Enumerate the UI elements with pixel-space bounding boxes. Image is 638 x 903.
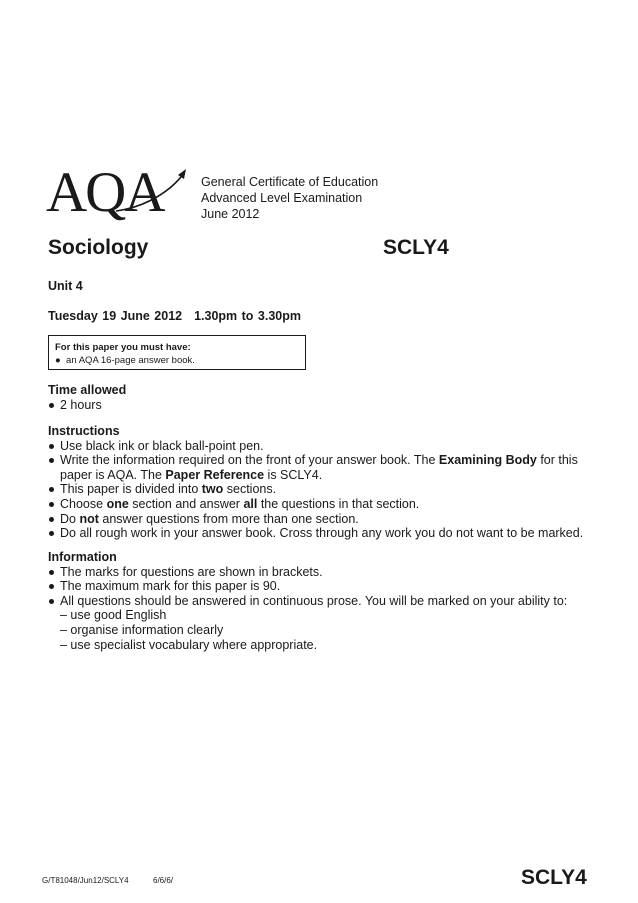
instruction-item: Choose one section and answer all the questions in that section.	[48, 497, 588, 512]
materials-heading: For this paper you must have:	[55, 342, 191, 353]
instructions-heading: Instructions	[48, 424, 120, 438]
instruction-item: Do all rough work in your answer book. Cross through any work you do not want to be marked.	[48, 526, 588, 541]
logo-swoosh-icon	[46, 163, 194, 223]
information-subitem: – organise information clearly	[60, 622, 224, 637]
information-item: The marks for questions are shown in brackets.	[48, 565, 588, 580]
materials-item: ● an AQA 16-page answer book.	[55, 355, 195, 366]
footer-pages: 6/6/6/	[153, 876, 174, 885]
paper-code: SCLY4	[383, 236, 449, 259]
information-item: All questions should be answered in continuous prose. You will be marked on your ability to:	[48, 594, 588, 609]
instruction-item: This paper is divided into two sections.	[48, 482, 588, 497]
instruction-item: Use black ink or black ball-point pen.	[48, 439, 588, 454]
information-item: The maximum mark for this paper is 90.	[48, 579, 588, 594]
exam-info	[201, 174, 378, 222]
exam-level: Advanced Level Examination	[201, 191, 363, 205]
information-subitem: – use good English	[60, 608, 167, 623]
instructions-section	[48, 424, 588, 541]
exam-qualification: General Certificate of Education	[201, 175, 379, 189]
footer-paper-code: SCLY4	[521, 866, 587, 889]
information-subitem: – use specialist vocabulary where appropriate.	[60, 637, 318, 652]
exam-time: 1.30pm to 3.30pm	[194, 309, 301, 323]
information-heading: Information	[48, 550, 117, 564]
time-allowed-section	[48, 383, 588, 412]
instruction-item: Write the information required on the front of your answer book. The Examining Body for this paper is AQA. The Paper Reference is SCLY4.	[48, 453, 588, 482]
time-allowed-item: 2 hours	[48, 398, 588, 413]
unit-label: Unit 4	[48, 279, 83, 293]
instruction-item: Do not answer questions from more than one section.	[48, 512, 588, 527]
exam-datetime	[48, 309, 301, 323]
footer-reference: G/T81048/Jun12/SCLY4	[42, 876, 129, 885]
time-allowed-heading: Time allowed	[48, 383, 127, 397]
subject-title: Sociology	[48, 236, 149, 259]
exam-date: Tuesday 19 June 2012	[48, 309, 183, 323]
aqa-logo	[46, 163, 194, 223]
logo-text: AQA	[46, 161, 164, 224]
information-section	[48, 550, 588, 652]
materials-box	[48, 335, 306, 370]
exam-session: June 2012	[201, 207, 260, 221]
